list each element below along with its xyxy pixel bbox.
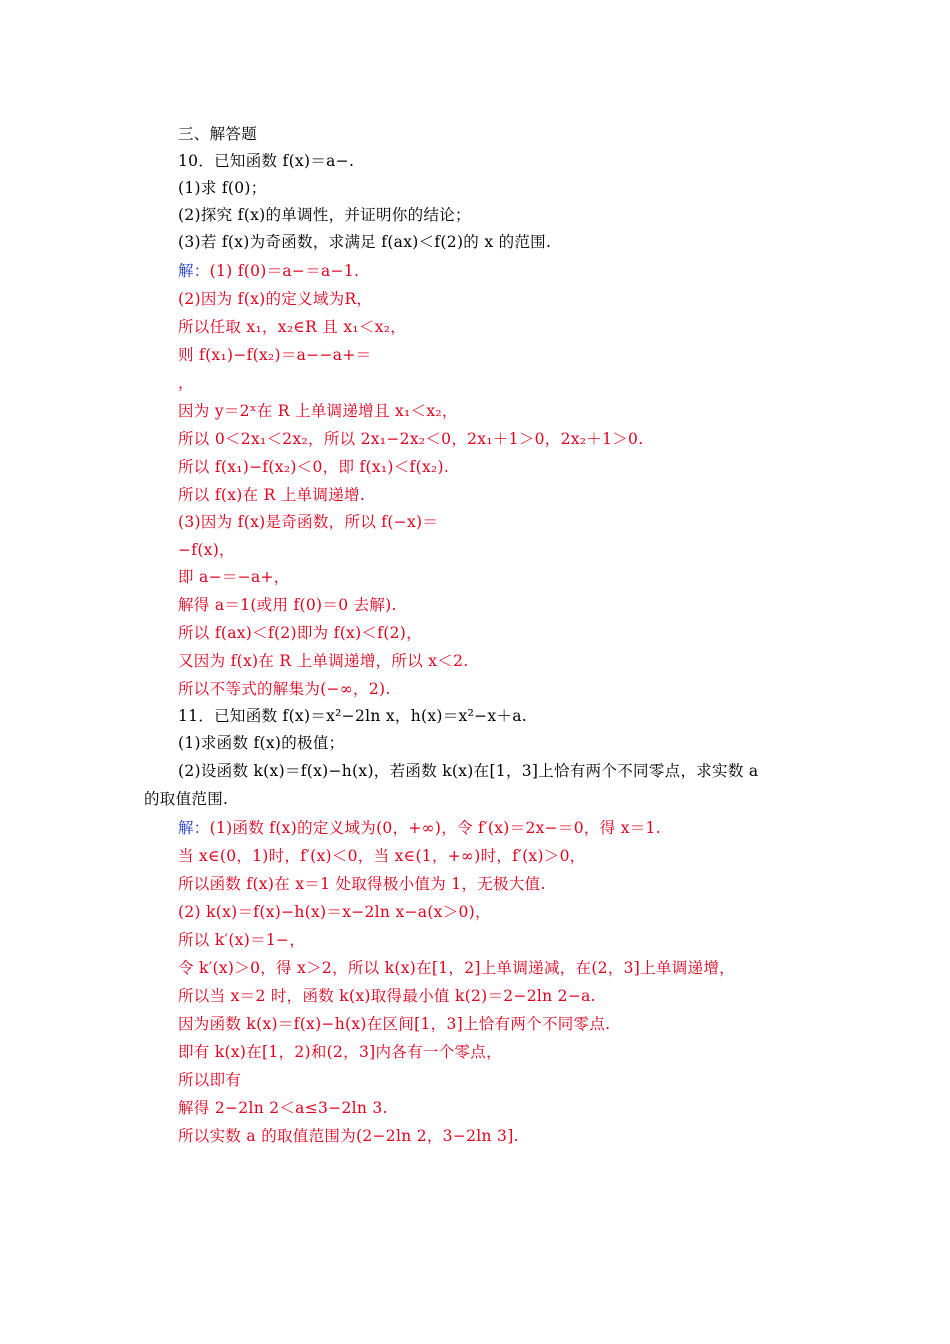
q11-answer-line: 令 k′(x)＞0，得 x＞2，所以 k(x)在[1，2]上单调递减，在(2，3]上单调递增， (178, 959, 735, 977)
q11-stem: 11．已知函数 f(x)＝x²−2ln x，h(x)＝x²−x＋a. (178, 707, 528, 725)
q11-answer-line: 当 x∈(0，1)时，f′(x)＜0，当 x∈(1，+∞)时，f′(x)＞0， (178, 847, 586, 865)
q10-answer-line: 所以任取 x₁，x₂∈R 且 x₁＜x₂， (178, 318, 407, 336)
q11-answer-line: 解得 2−2ln 2＜a≤3−2ln 3. (178, 1099, 388, 1117)
q11-answer-line: 所以即有 (178, 1071, 242, 1089)
q11-part-2-cont: 的取值范围. (144, 790, 229, 808)
q10-answer-line: 所以 f(x₁)−f(x₂)＜0，即 f(x₁)＜f(x₂). (178, 458, 450, 476)
q10-answer-line: (2)因为 f(x)的定义域为R， (178, 290, 373, 308)
q10-answer-line: 因为 y＝2ˣ在 R 上单调递增且 x₁＜x₂， (178, 402, 458, 420)
q10-answer-line: 又因为 f(x)在 R 上单调递增，所以 x＜2. (178, 652, 469, 670)
q10-part-3: (3)若 f(x)为奇函数，求满足 f(ax)＜f(2)的 x 的范围. (178, 233, 552, 251)
q11-part-2: (2)设函数 k(x)＝f(x)−h(x)，若函数 k(x)在[1，3]上恰有两个不同零点，求实数 a (178, 762, 759, 780)
answer-label: 解： (178, 819, 210, 837)
q10-part-1: (1)求 f(0)； (178, 179, 267, 197)
answer-text: (1) f(0)＝a−＝a−1. (209, 262, 360, 280)
q10-part-2: (2)探究 f(x)的单调性，并证明你的结论； (178, 206, 471, 224)
answer-text: (1)函数 f(x)的定义域为(0，+∞)，令 f′(x)＝2x−＝0，得 x＝1. (209, 819, 661, 837)
q11-answer-line: 所以 k′(x)＝1−， (178, 931, 306, 949)
q10-stem: 10．已知函数 f(x)＝a−. (178, 152, 355, 170)
q10-answer-line: 解得 a＝1(或用 f(0)＝0 去解). (178, 596, 397, 614)
q11-answer-line: 所以函数 f(x)在 x＝1 处取得极小值为 1，无极大值. (178, 875, 546, 893)
q10-answer-line: 所以 0＜2x₁＜2x₂，所以 2x₁−2x₂＜0，2x₁＋1＞0，2x₂＋1＞0. (178, 430, 644, 448)
q10-answer-line: (3)因为 f(x)是奇函数，所以 f(−x)＝ (178, 513, 439, 531)
q10-answer-line: 则 f(x₁)−f(x₂)＝a−−a+＝ (178, 346, 372, 364)
q11-part-1: (1)求函数 f(x)的极值； (178, 734, 345, 752)
q10-answer-first (178, 261, 359, 281)
q11-answer-line: 即有 k(x)在[1，2)和(2，3]内各有一个零点， (178, 1043, 502, 1061)
q10-answer-line: 所以不等式的解集为(−∞，2). (178, 680, 391, 698)
q11-answer-line: (2) k(x)＝f(x)−h(x)＝x−2ln x−a(x＞0)， (178, 903, 491, 921)
q10-answer-line: 所以 f(x)在 R 上单调递增. (178, 486, 366, 504)
q11-answer-first (178, 818, 661, 838)
q11-answer-line: 所以实数 a 的取值范围为(2−2ln 2，3−2ln 3]. (178, 1127, 519, 1145)
q10-answer-line: 即 a−＝−a+， (178, 568, 290, 586)
q10-answer-line: ， (178, 374, 194, 392)
q10-answer-line: −f(x)， (178, 541, 235, 559)
q11-answer-line: 所以当 x＝2 时，函数 k(x)取得最小值 k(2)＝2−2ln 2−a. (178, 987, 596, 1005)
q10-answer-line: 所以 f(ax)＜f(2)即为 f(x)＜f(2)， (178, 624, 422, 642)
q11-answer-line: 因为函数 k(x)＝f(x)−h(x)在区间[1，3]上恰有两个不同零点. (178, 1015, 611, 1033)
answer-label: 解： (178, 262, 210, 280)
section-title: 三、解答题 (178, 125, 258, 143)
